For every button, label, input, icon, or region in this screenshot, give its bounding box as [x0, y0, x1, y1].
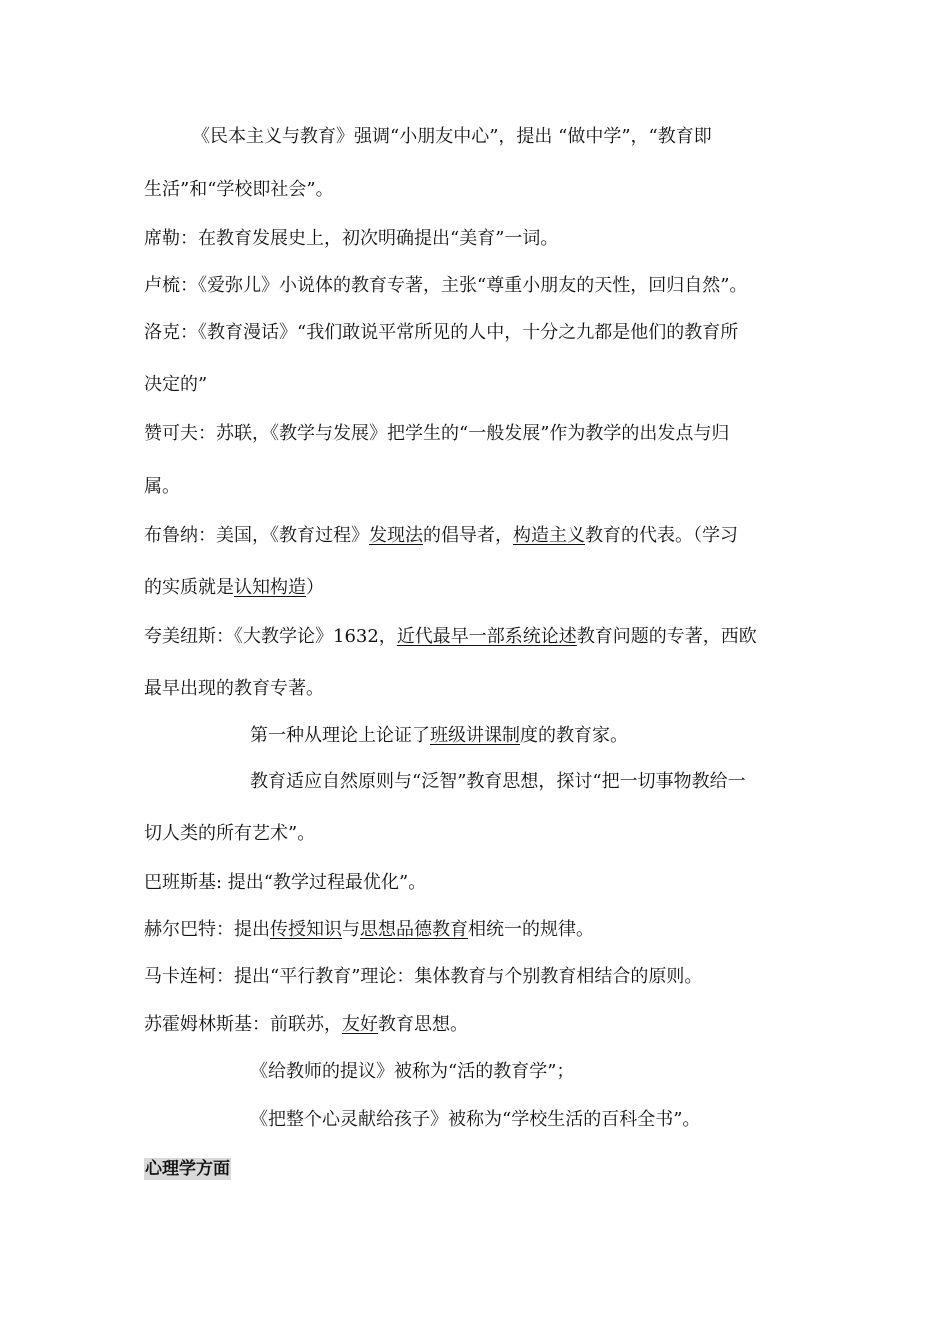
zankov-line-1: 赞可夫：苏联，《教学与发展》把学生的“一般发展”作为教学的出发点与归: [144, 423, 730, 444]
underlined-term: 传授知识: [270, 919, 342, 940]
sukhomlinsky-line-3: 《把整个心灵献给孩子》被称为“学校生活的百科全书”。: [250, 1109, 701, 1130]
comenius-line-4: 教育适应自然原则与“泛智”教育思想，探讨“把一切事物教给一: [250, 771, 746, 792]
underlined-term: 认知构造: [234, 577, 306, 598]
schiller-line: 席勒：在教育发展史上，初次明确提出“美育”一词。: [144, 228, 559, 249]
text-run: 苏霍姆林斯基：前联苏，: [144, 1014, 342, 1035]
comenius-line-2: 最早出现的教育专著。: [144, 678, 324, 699]
text-run: 度的教育家。: [520, 725, 628, 746]
bruner-line-1: [144, 524, 738, 548]
text-run: 教育问题的专著，西欧: [576, 626, 757, 647]
text-run: 第一种从理论上论证了: [250, 725, 430, 746]
underlined-term: 班级讲课制: [430, 725, 520, 746]
underlined-term: 友好: [342, 1014, 378, 1035]
bruner-line-2: [144, 576, 324, 600]
rousseau-line: 卢梳：《爱弥儿》小说体的教育专著，主张“尊重小朋友的天性，回归自然”。: [144, 275, 748, 296]
underlined-term: 构造主义: [513, 525, 585, 546]
underlined-term: 发现法: [369, 525, 423, 546]
dewey-line-2: 生活”和“学校即社会”。: [144, 179, 334, 200]
underlined-term: 思想品德教育: [360, 919, 468, 940]
text-run: 教育思想。: [378, 1014, 468, 1035]
comenius-line-5: 切人类的所有艺术”。: [144, 823, 316, 844]
makarenko-line: 马卡连柯：提出“平行教育”理论：集体教育与个别教育相结合的原则。: [144, 966, 703, 987]
text-run: 夸美纽斯：《大教学论》1632，: [144, 626, 397, 647]
locke-line-1: 洛克：《教育漫话》“我们敢说平常所见的人中，十分之九都是他们的教育所: [144, 322, 739, 343]
herbart-line: [144, 918, 594, 942]
text-run: 与: [342, 919, 360, 940]
text-run: 相统一的规律。: [468, 919, 594, 940]
comenius-line-1: [144, 625, 757, 649]
sukhomlinsky-line-1: [144, 1013, 468, 1037]
sukhomlinsky-line-2: 《给教师的提议》被称为“活的教育学”；: [250, 1061, 575, 1082]
underlined-term: 近代最早一部系统论述: [396, 626, 577, 647]
babansky-line: 巴班斯基: 提出“教学过程最优化”。: [144, 872, 427, 893]
section-heading-psychology: 心理学方面: [145, 1159, 230, 1179]
text-run: 赫尔巴特：提出: [144, 919, 270, 940]
text-run: 教育的代表。（学习: [585, 525, 738, 546]
locke-line-2: 决定的”: [144, 374, 208, 395]
text-run: 布鲁纳：美国，《教育过程》: [144, 525, 369, 546]
text-run: ）: [306, 577, 324, 598]
zankov-line-2: 属。: [144, 476, 180, 497]
text-run: 的倡导者，: [423, 525, 513, 546]
comenius-line-3: [250, 724, 628, 748]
text-run: 的实质就是: [144, 577, 234, 598]
dewey-line-1: 《民本主义与教育》强调“小朋友中心”，提出 “做中学”，“教育即: [192, 126, 712, 147]
